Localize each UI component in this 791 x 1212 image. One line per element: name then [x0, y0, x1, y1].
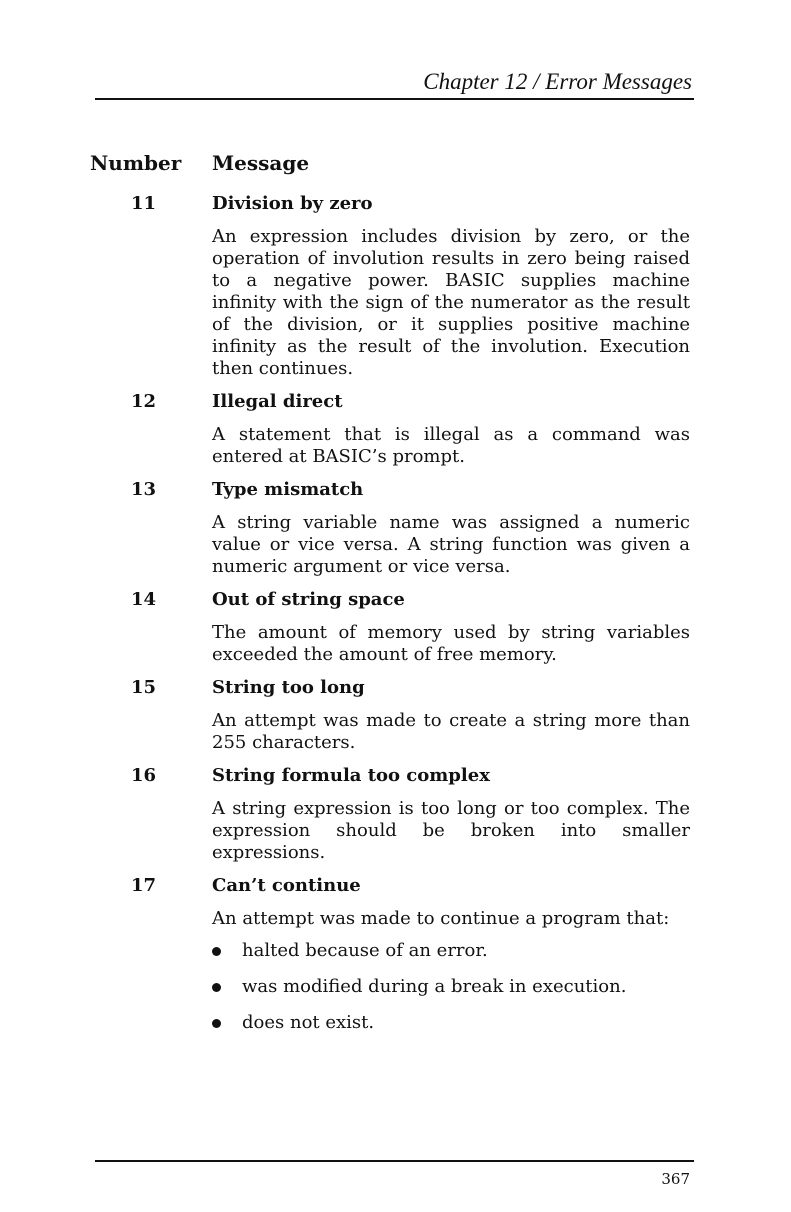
- error-title: Type mismatch: [212, 479, 364, 500]
- error-number: 11: [131, 193, 157, 214]
- error-entry: [0, 764, 791, 864]
- bullet-text: halted because of an error.: [242, 940, 488, 961]
- error-description: An attempt was made to create a string more than 255 characters.: [212, 710, 690, 753]
- page-header: [95, 68, 694, 100]
- error-number: 15: [131, 677, 157, 698]
- error-entry: [0, 676, 791, 754]
- error-entry: [0, 588, 791, 666]
- error-number: 14: [131, 589, 157, 610]
- bullet-icon: [212, 947, 221, 956]
- bullet-list: [212, 940, 690, 1034]
- error-title: Can’t continue: [212, 875, 361, 896]
- bullet-text: does not exist.: [242, 1012, 375, 1033]
- error-title: Illegal direct: [212, 391, 343, 412]
- message-column-header: Message: [212, 151, 310, 175]
- bullet-item: [212, 1012, 690, 1034]
- error-description: A string variable name was assigned a numeric value or vice versa. A string function was given a numeric argument or vice versa.: [212, 512, 690, 577]
- error-number: 17: [131, 875, 157, 896]
- error-number: 16: [131, 765, 157, 786]
- error-title: String formula too complex: [212, 765, 490, 786]
- error-description: The amount of memory used by string variables exceeded the amount of free memory.: [212, 622, 690, 665]
- error-description: A statement that is illegal as a command was entered at BASIC’s prompt.: [212, 424, 690, 467]
- page-number: 367: [661, 1170, 690, 1188]
- error-description: A string expression is too long or too complex. The expression should be broken into smaller expressions.: [212, 798, 690, 863]
- error-entry: [0, 192, 791, 380]
- error-title: Out of string space: [212, 589, 405, 610]
- error-entry: [0, 874, 791, 1034]
- chapter-title: Chapter 12 / Error Messages: [423, 69, 692, 94]
- error-entry: [0, 390, 791, 468]
- bullet-item: [212, 940, 690, 962]
- error-number: 13: [131, 479, 157, 500]
- bullet-icon: [212, 1019, 221, 1028]
- number-column-header: Number: [90, 151, 182, 175]
- error-description: An expression includes division by zero, or the operation of involution results in zero being raised to a negative power. BASIC supplies machine infinity with the sign of the numerator as the result of the division, or it supplies positive machine infinity as the result of the involution. Execution then continues.: [212, 226, 690, 379]
- page-footer: [95, 1160, 694, 1188]
- error-list: [0, 192, 791, 1048]
- error-title: String too long: [212, 677, 365, 698]
- bullet-text: was modified during a break in execution.: [242, 976, 627, 997]
- error-number: 12: [131, 391, 157, 412]
- error-title: Division by zero: [212, 193, 373, 214]
- bullet-item: [212, 976, 690, 998]
- bullet-icon: [212, 983, 221, 992]
- column-headers: [0, 150, 791, 180]
- error-description: An attempt was made to continue a program that:: [212, 908, 670, 929]
- error-entry: [0, 478, 791, 578]
